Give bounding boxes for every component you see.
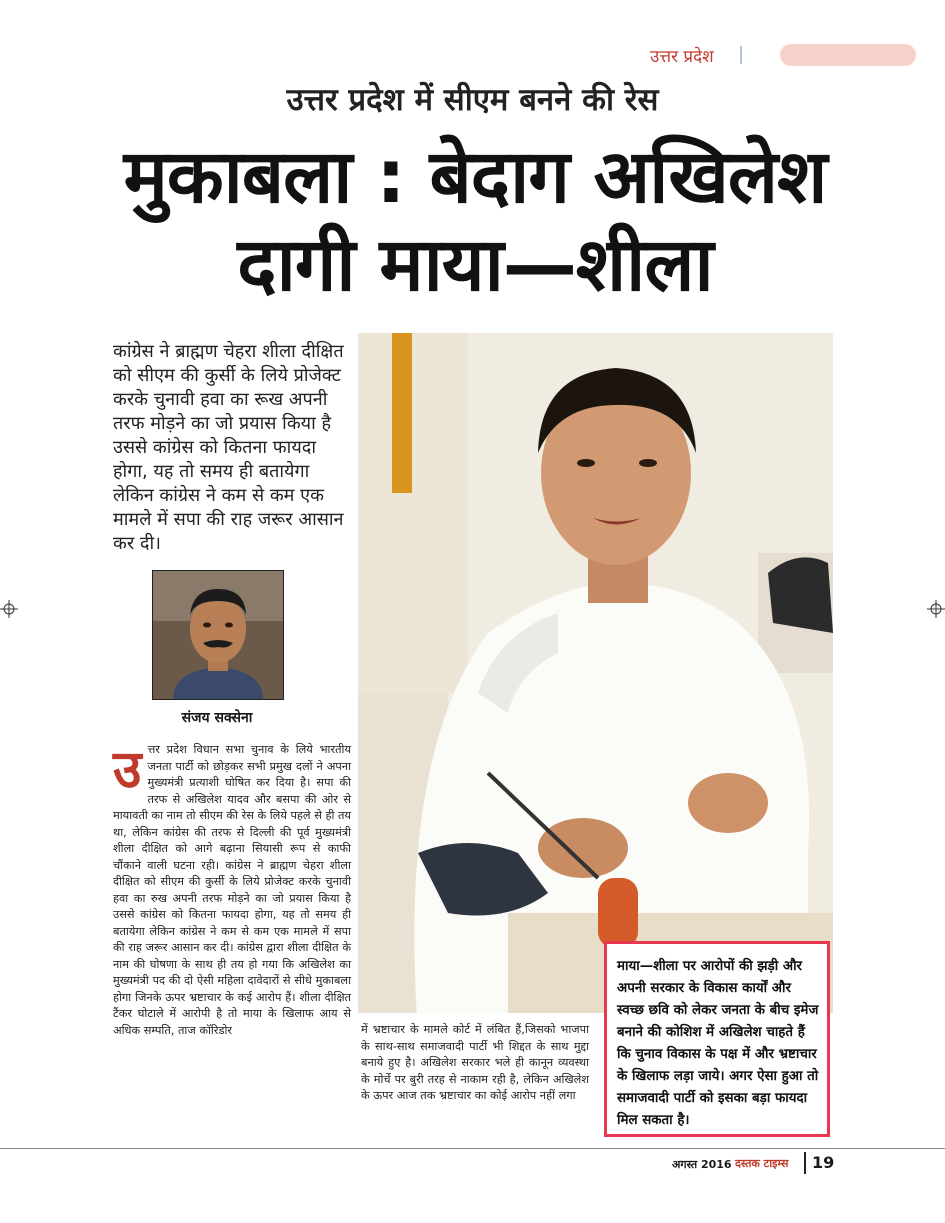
- section-pill-decoration: [780, 44, 916, 66]
- registration-mark-right-icon: [927, 600, 945, 618]
- footer-publication-logo: दस्तक टाइम्स: [735, 1157, 789, 1170]
- headline-line-1: मुकाबला : बेदाग अखिलेश: [123, 134, 827, 220]
- pull-quote-box: [604, 941, 830, 1137]
- section-label: उत्तर प्रदेश: [650, 47, 714, 67]
- author-photo: [152, 570, 284, 700]
- pull-quote-text: माया—शीला पर आरोपों की झड़ी और अपनी सरकार के विकास कार्यों और स्वच्छ छवि को लेकर जनता के बीच इमेज बनाने की कोशिश में अखिलेश चाहते हैं कि चुनाव विकास के पक्ष में और भ्रष्टाचार के खिलाफ लड़ा जाये। अगर ऐसा हुआ तो समाजवादी पार्टी को इसका बड़ा फायदा मिल सकता है।: [617, 959, 819, 1128]
- page-number: 19: [812, 1153, 835, 1172]
- author-name: संजय सक्सेना: [181, 710, 253, 726]
- article-body-column-1: [113, 742, 351, 1039]
- main-photo: [358, 333, 833, 1013]
- body-text-col1: त्तर प्रदेश विधान सभा चुनाव के लिये भारतीय जनता पार्टी को छोड़कर सभी प्रमुख दलों ने अपना मुख्यमंत्री प्रत्याशी घोषित कर दिया है। सपा की तरफ से अखिलेश यादव और बसपा की ओर से मायावती का नाम तो सीएम की रेस के लिये पहले से ही तय था, लेकिन कांग्रेस की तरफ से दिल्ली की पूर्व मुख्यमंत्री शीला दीक्षित को आगे बढ़ाना सियासी रूप से काफी चौंकाने वाली घटना रही। कांग्रेस ने ब्राह्मण चेहरा शीला दीक्षित को सीएम की कुर्सी के लिये प्रोजेक्ट करके चुनावी हवा का रुख अपनी तरफ मोड़ने का जो प्रयास किया है उससे कांग्रेस को कितना फायदा होगा, यह तो समय ही बतायेगा लेकिन कांग्रेस ने कम से कम एक मामले में सपा की राह जरूर आसान कर दी। कांग्रेस द्वारा शीला दीक्षित के नाम की घोषणा के साथ ही तय हो गया कि अखिलेश का मुख्यमंत्री पद की दो ऐसी महिला दावेदारों से सीधे मुकाबला होगा जिनके ऊपर भ्रष्टाचार के कई आरोप हैं। शीला दीक्षित टैंकर घोटाले में आरोपी है तो माया के खिलाफ आय से अधिक सम्पति, ताज कॉरिडोर: [113, 743, 351, 1037]
- section-divider: [740, 46, 742, 64]
- footer-rule: [0, 1148, 945, 1149]
- footer-issue-date: अगस्त 2016: [672, 1158, 732, 1171]
- footer-divider: [804, 1152, 806, 1174]
- article-body-column-2: में भ्रष्टाचार के मामले कोर्ट में लंबित हैं,जिसको भाजपा के साथ-साथ समाजवादी पार्टी भी शिद्दत के साथ मुद्दा बनाये हुए है। अखिलेश सरकार भले ही कानून व्यवस्था के मोर्चे पर बुरी तरह से नाकाम रही है, लेकिन अखिलेश के ऊपर आज तक भ्रष्टाचार का कोई आरोप नहीं लगा: [361, 1023, 589, 1102]
- headline-line-2: दागी माया—शीला: [237, 222, 713, 308]
- dropcap: उ: [113, 740, 142, 800]
- article-kicker: उत्तर प्रदेश में सीएम बनने की रेस: [286, 82, 659, 118]
- article-deck: कांग्रेस ने ब्राह्मण चेहरा शीला दीक्षित को सीएम की कुर्सी के लिये प्रोजेक्ट करके चुनावी हवा का रूख अपनी तरफ मोड़ने का जो प्रयास किया है उससे कांग्रेस को कितना फायदा होगा, यह तो समय ही बतायेगा लेकिन कांग्रेस ने कम से कम एक मामले में सपा की राह जरूर आसान कर दी।: [113, 341, 344, 554]
- registration-mark-left-icon: [0, 600, 18, 618]
